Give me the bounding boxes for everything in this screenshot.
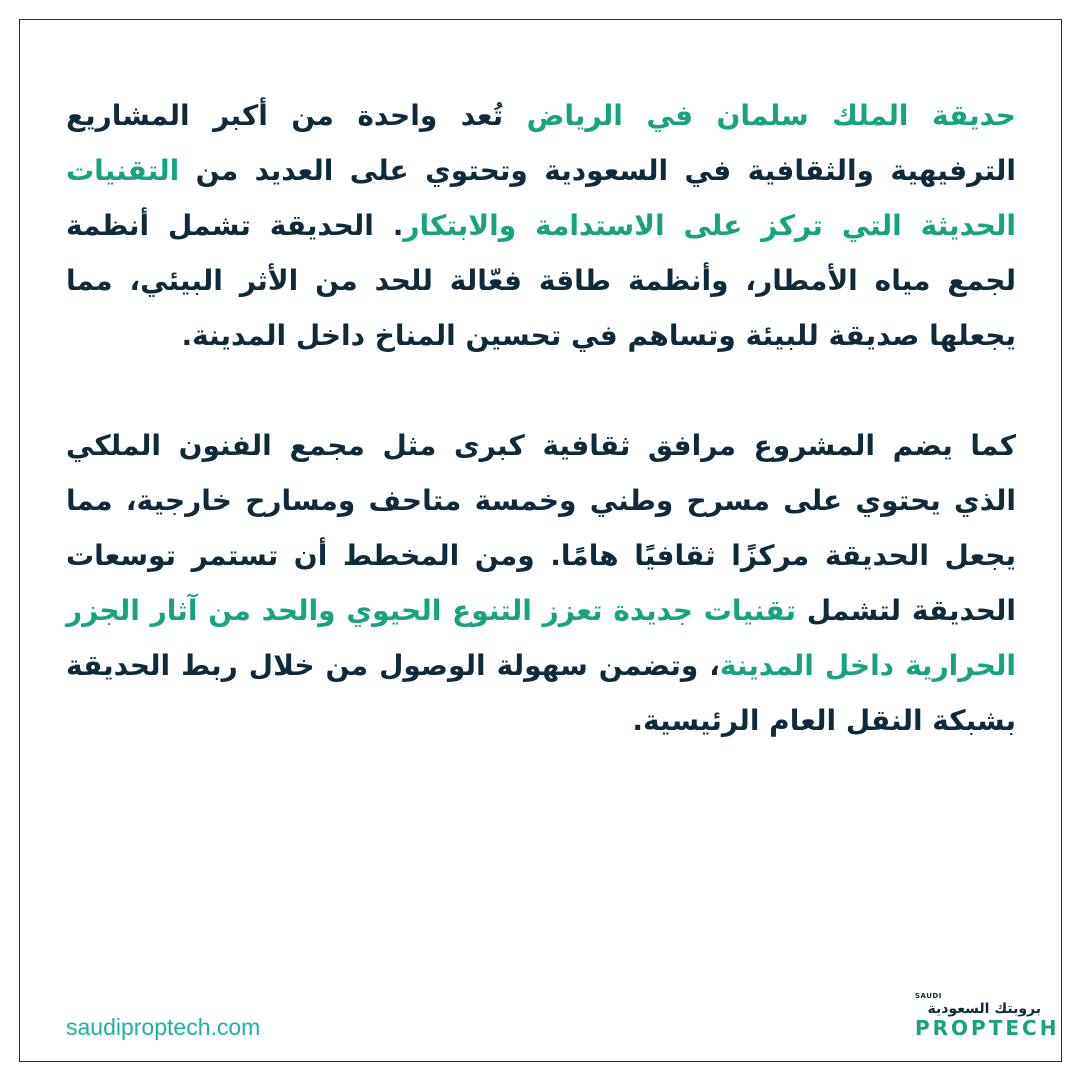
logo-english-text: PROPTECH: [915, 1016, 1060, 1040]
text-segment: . الحديقة تشمل أنظمة لجمع مياه الأمطار، وأنظمة طاقة فعّالة للحد من الأثر البيئي، مما يجعلها صديقة للبيئة وتساهم في تحسين المناخ داخل المدينة.: [66, 209, 1016, 352]
paragraph-1: [66, 88, 1016, 363]
website-link[interactable]: saudiproptech.com: [66, 1014, 261, 1040]
text-segment: تُعد واحدة من أكبر المشاريع الترفيهية والثقافية في السعودية وتحتوي على العديد من: [66, 99, 1016, 187]
logo-arabic-text: بروبتك السعودية: [927, 1001, 1041, 1017]
highlight-new-technologies: تقنيات جديدة تعزز التنوع الحيوي والحد من آثار الجزر الحرارية داخل المدينة: [66, 594, 1016, 682]
text-segment: كما يضم المشروع مرافق ثقافية كبرى مثل مجمع الفنون الملكي الذي يحتوي على مسرح وطني وخمسة متاحف ومسارح خارجية، مما يجعل الحديقة مركزًا ثقافيًا هامًا. ومن المخطط أن تستمر توسعات الحديقة لتشمل: [66, 429, 1016, 627]
article-body: [66, 88, 1016, 748]
highlight-technologies: التقنيات الحديثة التي تركز على الاستدامة والابتكار: [66, 154, 1016, 242]
highlight-park-name: حديقة الملك سلمان في الرياض: [526, 99, 1016, 132]
paragraph-2: [66, 418, 1016, 748]
logo-saudi-text: SAUDI: [915, 992, 942, 1000]
text-segment: ، وتضمن سهولة الوصول من خلال ربط الحديقة بشبكة النقل العام الرئيسية.: [66, 649, 1016, 737]
saudi-proptech-logo: [913, 990, 1060, 1040]
